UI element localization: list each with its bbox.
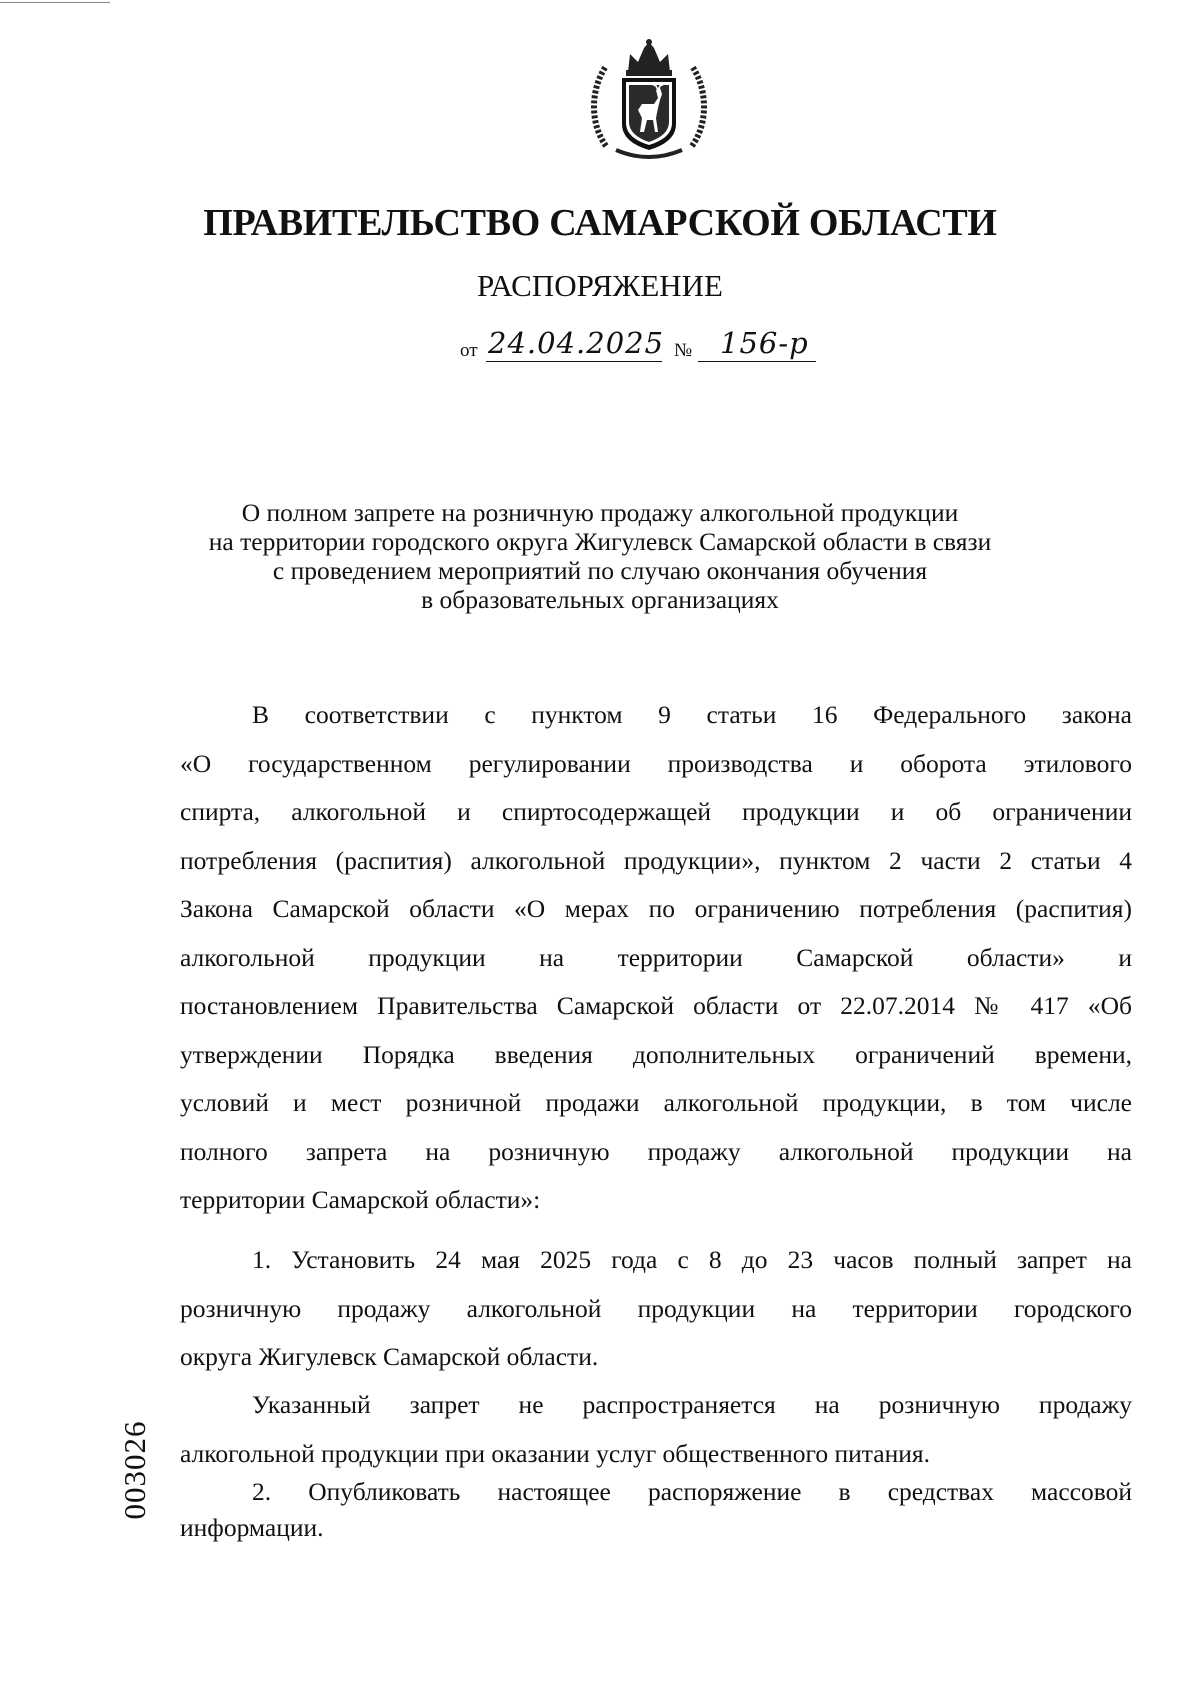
text-line: 2. Опубликовать настоящее распоряжение в средствах массовой xyxy=(252,1477,1132,1506)
text-line: утверждении Порядка введения дополнительных ограничений времени, xyxy=(180,1039,1132,1069)
text-line: округа Жигулевск Самарской области. xyxy=(180,1342,599,1371)
text-line: «О государственном регулировании производства и оборота этилового xyxy=(180,748,1132,778)
handwritten-date: 24.04.2025 xyxy=(488,326,665,360)
text-line: информации. xyxy=(180,1513,324,1542)
document-type: РАСПОРЯЖЕНИЕ xyxy=(477,268,723,303)
subject-line: О полном запрете на розничную продажу алкогольной продукции xyxy=(241,498,959,527)
handwritten-number: 156-р xyxy=(720,326,809,360)
number-underline xyxy=(698,361,816,362)
order-subject xyxy=(180,498,1020,614)
text-line: Указанный запрет не распространяется на розничную продажу xyxy=(252,1390,1132,1419)
government-title: ПРАВИТЕЛЬСТВО САМАРСКОЙ ОБЛАСТИ xyxy=(203,202,997,244)
text-line: 1. Установить 24 мая 2025 года с 8 до 23 часов полный запрет на xyxy=(252,1245,1132,1274)
text-line: алкогольной продукции при оказании услуг общественного питания. xyxy=(180,1438,930,1468)
subject-line: с проведением мероприятий по случаю окончания обучения xyxy=(272,556,928,585)
text-line: спирта, алкогольной и спиртосодержащей продукции и об ограничении xyxy=(180,797,1132,826)
date-underline xyxy=(486,361,662,362)
item-1-paragraph xyxy=(180,1236,1132,1382)
subject-line: в образовательных организациях xyxy=(421,585,779,614)
scan-corner-line xyxy=(0,2,110,3)
text-line: потребления (распития) алкогольной продукции», пунктом 2 части 2 статьи 4 xyxy=(180,845,1132,875)
text-line: условий и мест розничной продажи алкогольной продукции, в том числе xyxy=(180,1088,1132,1117)
margin-registration-number: 003026 xyxy=(117,1420,152,1520)
item-1-note-paragraph xyxy=(180,1381,1132,1478)
text-line: алкогольной продукции на территории Самарской области» и xyxy=(180,942,1132,972)
date-prefix: от xyxy=(460,340,478,361)
item-2-paragraph xyxy=(180,1474,1132,1546)
date-number-line xyxy=(460,326,860,366)
subject-line: на территории городского округа Жигулевск Самарской области в связи xyxy=(208,527,992,556)
samara-coat-of-arms-icon xyxy=(586,38,712,162)
text-line: Закона Самарской области «О мерах по ограничению потребления (распития) xyxy=(180,894,1132,923)
preamble-paragraph xyxy=(180,691,1132,1225)
text-line: постановлением Правительства Самарской области от 22.07.2014 № 417 «Об xyxy=(180,991,1132,1020)
text-line: территории Самарской области»: xyxy=(180,1185,541,1214)
text-line: розничную продажу алкогольной продукции на территории городского xyxy=(180,1293,1132,1323)
number-prefix: № xyxy=(674,340,693,361)
text-line: полного запрета на розничную продажу алкогольной продукции на xyxy=(180,1136,1132,1166)
text-line: В соответствии с пунктом 9 статьи 16 Федерального закона xyxy=(252,700,1132,729)
